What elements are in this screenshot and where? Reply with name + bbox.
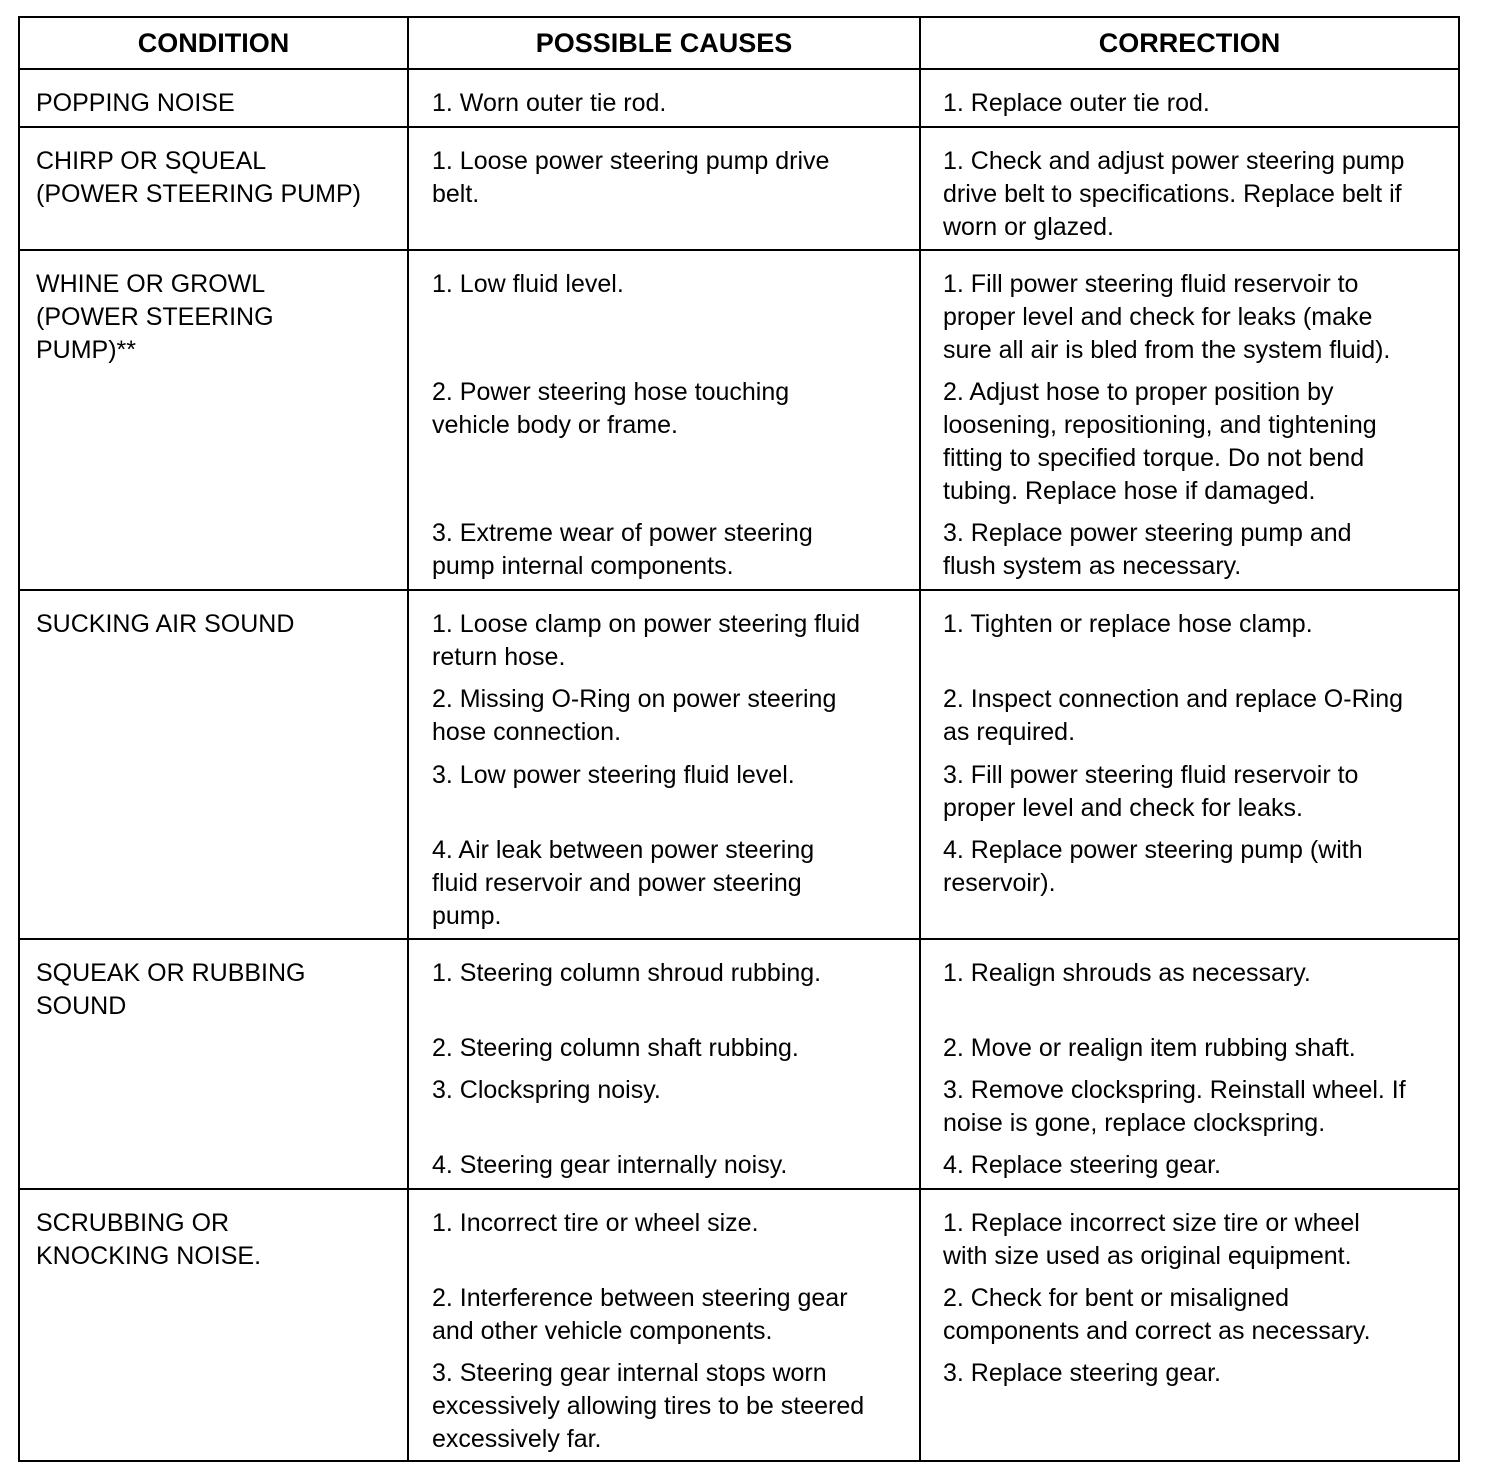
cause-line: 4. Steering gear internally noisy. <box>432 1151 788 1179</box>
cause-line: 3. Extreme wear of power steering <box>432 519 813 547</box>
condition-cell <box>20 251 409 589</box>
condition-line: WHINE OR GROWL <box>36 270 266 298</box>
correction-line: tubing. Replace hose if damaged. <box>943 477 1316 505</box>
cause-line: 2. Interference between steering gear <box>432 1284 848 1312</box>
cause-line: 1. Steering column shroud rubbing. <box>432 959 822 987</box>
condition-cell <box>20 1190 409 1460</box>
correction-line: 2. Move or realign item rubbing shaft. <box>943 1034 1356 1062</box>
causes-cell <box>409 1190 921 1460</box>
condition-line: POPPING NOISE <box>36 89 235 117</box>
troubleshooting-table <box>18 16 1460 1462</box>
cause-line: 1. Loose clamp on power steering fluid <box>432 610 861 638</box>
correction-line: 4. Replace steering gear. <box>943 1151 1221 1179</box>
condition-line: SOUND <box>36 992 127 1020</box>
condition-cell <box>20 940 409 1188</box>
correction-line: 1. Check and adjust power steering pump <box>943 147 1405 175</box>
cause-line: vehicle body or frame. <box>432 411 678 439</box>
correction-line: worn or glazed. <box>943 213 1114 241</box>
condition-line: (POWER STEERING PUMP) <box>36 180 362 208</box>
correction-line: 1. Realign shrouds as necessary. <box>943 959 1311 987</box>
correction-line: proper level and check for leaks (make <box>943 303 1373 331</box>
causes-cell <box>409 128 921 249</box>
correction-line: noise is gone, replace clockspring. <box>943 1109 1326 1137</box>
cause-line: 4. Air leak between power steering <box>432 836 815 864</box>
header-condition: CONDITION <box>20 18 409 68</box>
correction-line: 2. Check for bent or misaligned <box>943 1284 1290 1312</box>
correction-line: fitting to specified torque. Do not bend <box>943 444 1365 472</box>
cause-line: 1. Worn outer tie rod. <box>432 89 667 117</box>
condition-line: SCRUBBING OR <box>36 1209 230 1237</box>
correction-cell <box>921 940 1458 1188</box>
condition-cell <box>20 591 409 938</box>
condition-line: CHIRP OR SQUEAL <box>36 147 267 175</box>
correction-line: 3. Fill power steering fluid reservoir to <box>943 761 1359 789</box>
correction-line: loosening, repositioning, and tightening <box>943 411 1377 439</box>
cause-line: 1. Incorrect tire or wheel size. <box>432 1209 759 1237</box>
correction-line: flush system as necessary. <box>943 552 1242 580</box>
condition-line: (POWER STEERING <box>36 303 274 331</box>
correction-line: 1. Replace incorrect size tire or wheel <box>943 1209 1360 1237</box>
cause-line: 1. Low fluid level. <box>432 270 624 298</box>
cause-line: fluid reservoir and power steering <box>432 869 802 897</box>
table-row <box>20 940 1458 1190</box>
correction-line: 3. Replace power steering pump and <box>943 519 1352 547</box>
cause-line: pump. <box>432 902 502 930</box>
condition-line: KNOCKING NOISE. <box>36 1242 262 1270</box>
cause-line: hose connection. <box>432 718 622 746</box>
correction-line: drive belt to specifications. Replace belt if <box>943 180 1402 208</box>
condition-line: PUMP)** <box>36 336 137 364</box>
condition-cell <box>20 70 409 126</box>
correction-cell <box>921 70 1458 126</box>
cause-line: 2. Steering column shaft rubbing. <box>432 1034 799 1062</box>
correction-cell <box>921 251 1458 589</box>
condition-line: SUCKING AIR SOUND <box>36 610 295 638</box>
cause-line: 3. Low power steering fluid level. <box>432 761 795 789</box>
correction-line: 3. Replace steering gear. <box>943 1359 1221 1387</box>
correction-line: proper level and check for leaks. <box>943 794 1303 822</box>
correction-cell <box>921 1190 1458 1460</box>
correction-line: reservoir). <box>943 869 1056 897</box>
correction-line: components and correct as necessary. <box>943 1317 1371 1345</box>
cause-line: 3. Steering gear internal stops worn <box>432 1359 827 1387</box>
cause-line: pump internal components. <box>432 552 734 580</box>
causes-cell <box>409 591 921 938</box>
condition-line: SQUEAK OR RUBBING <box>36 959 306 987</box>
correction-cell <box>921 128 1458 249</box>
cause-line: belt. <box>432 180 480 208</box>
cause-line: 3. Clockspring noisy. <box>432 1076 661 1104</box>
table-row <box>20 70 1458 128</box>
cause-line: excessively far. <box>432 1425 602 1453</box>
causes-cell <box>409 70 921 126</box>
cause-line: 2. Power steering hose touching <box>432 378 790 406</box>
table-row <box>20 128 1458 251</box>
correction-line: 4. Replace power steering pump (with <box>943 836 1363 864</box>
condition-cell <box>20 128 409 249</box>
correction-line: 3. Remove clockspring. Reinstall wheel. If <box>943 1076 1406 1104</box>
correction-cell <box>921 591 1458 938</box>
table-row <box>20 1190 1458 1460</box>
header-possible-causes: POSSIBLE CAUSES <box>409 18 921 68</box>
table-row <box>20 251 1458 591</box>
cause-line: 2. Missing O-Ring on power steering <box>432 685 837 713</box>
cause-line: excessively allowing tires to be steered <box>432 1392 865 1420</box>
correction-line: as required. <box>943 718 1076 746</box>
header-correction: CORRECTION <box>1098 28 1281 58</box>
table-row <box>20 591 1458 940</box>
cause-line: 1. Loose power steering pump drive <box>432 147 830 175</box>
cause-line: return hose. <box>432 643 566 671</box>
table-header-row <box>20 18 1458 70</box>
correction-line: sure all air is bled from the system fluid). <box>943 336 1391 364</box>
causes-cell <box>409 940 921 1188</box>
correction-line: 1. Tighten or replace hose clamp. <box>943 610 1313 638</box>
correction-line: 1. Fill power steering fluid reservoir to <box>943 270 1359 298</box>
correction-line: 1. Replace outer tie rod. <box>943 89 1210 117</box>
correction-line: with size used as original equipment. <box>943 1242 1352 1270</box>
causes-cell <box>409 251 921 589</box>
correction-line: 2. Inspect connection and replace O-Ring <box>943 685 1403 713</box>
correction-line: 2. Adjust hose to proper position by <box>943 378 1334 406</box>
cause-line: and other vehicle components. <box>432 1317 773 1345</box>
